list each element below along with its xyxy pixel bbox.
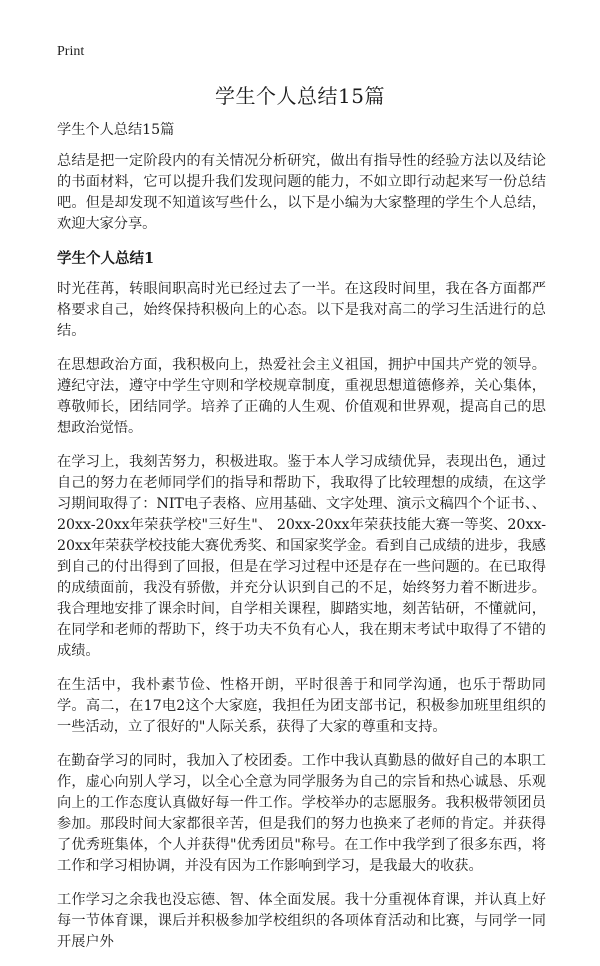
document-subtitle: 学生个人总结15篇 [57, 122, 175, 138]
paragraph-5: 在勤奋学习的同时，我加入了校团委。工作中我认真勤恳的做好自己的本职工作，虚心向别人学习，以全心全意为同学服务为自己的宗旨和热心诚恳、乐观向上的工作态度认真做好每一件工作。学校举办的志愿服务。我积极带领团员参加。那段时间大家都很辛苦，但是我们的努力也换来了老师的肯定。并获得了优秀班集体，个人并获得"优秀团员"称号。在工作中我学到了很多东西，将工作和学习相协调，并没有因为工作影响到学习，是我最大的收获。 [57, 753, 546, 874]
paragraph-1: 时光荏苒，转眼间职高时光已经过去了一半。在这段时间里，我在各方面都严格要求自己，始终保持积极向上的心态。以下是我对高二的学习生活进行的总结。 [57, 281, 546, 339]
page-title: 学生个人总结15篇 [215, 84, 385, 108]
section-heading: 学生个人总结1 [57, 250, 155, 267]
document-body [57, 120, 546, 966]
print-link[interactable]: Print [57, 44, 85, 59]
paragraph-4: 在生活中，我朴素节俭、性格开朗，平时很善于和同学沟通，也乐于帮助同学。高二，在17电2这个大家庭，我担任为团支部书记，积极参加班里组织的一些活动，立了很好的"人际关系，获得了大家的尊重和支持。 [57, 677, 546, 735]
paragraph-2: 在思想政治方面，我积极向上，热爱社会主义祖国，拥护中国共产党的领导。遵纪守法，遵守中学生守则和学校规章制度，重视思想道德修养，关心集体，尊敬师长，团结同学。培养了正确的人生观、价值观和世界观，提高自己的思想政治觉悟。 [57, 357, 546, 436]
paragraph-6: 工作学习之余我也没忘德、智、体全面发展。我十分重视体育课，并认真上好每一节体育课，课后并积极参加学校组织的各项体育活动和比赛，与同学一同开展户外 [57, 892, 546, 950]
intro-paragraph: 总结是把一定阶段内的有关情况分析研究，做出有指导性的经验方法以及结论的书面材料，它可以提升我们发现问题的能力，不如立即行动起来写一份总结吧。但是却发现不知道该写些什么，以下是小编为大家整理的学生个人总结，欢迎大家分享。 [57, 153, 546, 232]
paragraph-3: 在学习上，我刻苦努力，积极进取。鉴于本人学习成绩优异，表现出色，通过自己的努力在老师同学们的指导和帮助下，我取得了比较理想的成绩，在这学习期间取得了：NIT电子表格、应用基础、文字处理、演示文稿四个个证书、、20xx-20xx年荣获学校"三好生"、 20xx-20xx年荣获技能大赛一等奖、20xx-20xx年荣获学校技能大赛优秀奖、和国家奖学金。看到自己成绩的进步，我感到自己的付出得到了回报，但是在学习过程中还是存在一些问题的。在已取得的成绩面前，我没有骄傲，并充分认识到自己的不足，始终努力着不断进步。我合理地安排了课余时间，自学相关课程，脚踏实地，刻苦钻研，不懂就问，在同学和老师的帮助下，终于功夫不负有心人，我在期末考试中取得了不错的成绩。 [57, 454, 546, 659]
